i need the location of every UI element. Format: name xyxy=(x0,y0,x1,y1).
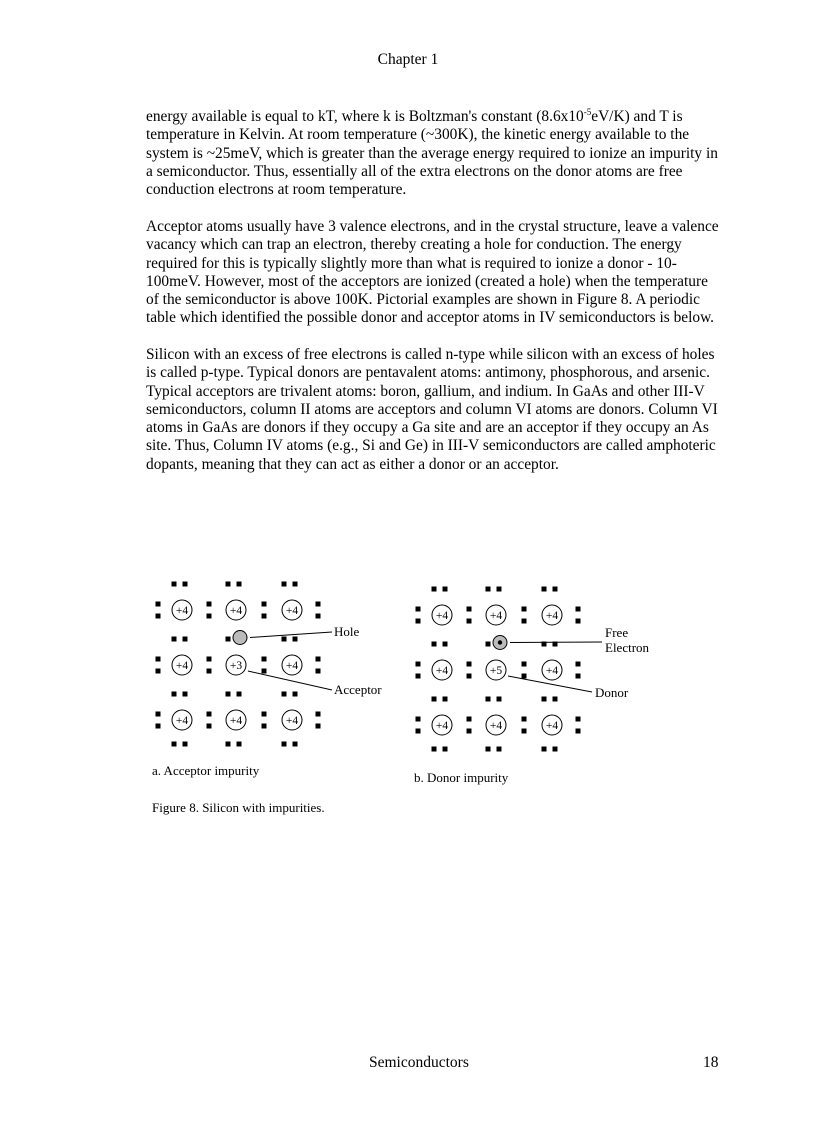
valence-electron xyxy=(542,747,547,752)
valence-electron xyxy=(443,587,448,592)
atom-charge-label: +4 xyxy=(435,720,449,732)
valence-electron xyxy=(226,692,231,697)
valence-electron xyxy=(522,717,527,722)
valence-electron xyxy=(467,662,472,667)
valence-electron xyxy=(553,697,558,702)
valence-electron xyxy=(467,607,472,612)
valence-electron xyxy=(553,747,558,752)
valence-electron xyxy=(183,742,188,747)
valence-electron xyxy=(262,669,267,674)
acceptor-lattice xyxy=(140,580,400,755)
valence-electron xyxy=(432,747,437,752)
valence-electron xyxy=(497,697,502,702)
valence-electron xyxy=(576,729,581,734)
valence-electron xyxy=(156,602,161,607)
valence-electron xyxy=(207,657,212,662)
callout-line xyxy=(248,671,332,690)
atom-charge-label: +5 xyxy=(489,665,503,677)
valence-electron xyxy=(172,742,177,747)
valence-electron xyxy=(486,747,491,752)
hole-symbol xyxy=(233,631,247,645)
valence-electron xyxy=(542,587,547,592)
valence-electron xyxy=(237,742,242,747)
atom-charge-label: +4 xyxy=(285,660,299,672)
valence-electron xyxy=(542,697,547,702)
valence-electron xyxy=(156,669,161,674)
valence-electron xyxy=(553,587,558,592)
valence-electron xyxy=(316,602,321,607)
valence-electron xyxy=(262,602,267,607)
valence-electron xyxy=(443,697,448,702)
valence-electron xyxy=(467,674,472,679)
valence-electron xyxy=(156,614,161,619)
valence-electron xyxy=(443,642,448,647)
valence-electron xyxy=(316,657,321,662)
free-label-line2: Electron xyxy=(605,640,650,655)
valence-electron xyxy=(522,607,527,612)
figure-caption: Figure 8. Silicon with impurities. xyxy=(152,800,325,815)
atom-charge-label: +4 xyxy=(175,605,189,617)
atom-charge-label: +4 xyxy=(229,605,243,617)
valence-electron xyxy=(443,747,448,752)
paragraph-2: Acceptor atoms usually have 3 valence electrons, and in the crystal structure, leave a valence vacancy which can trap an electron, thereby creating a hole for conduction. The energy required for this is typically slightly more than what is required to ionize a donor - 10-100meV. However, most of the acceptors are ionized (created a hole) when the temperature of the semiconductor is above 100K. Pictorial examples are shown in Figure 8. A periodic table which identified the possible donor and acceptor atoms in IV semiconductors is below. xyxy=(146,217,719,327)
callout-line xyxy=(250,632,332,638)
valence-electron xyxy=(316,712,321,717)
valence-electron xyxy=(576,717,581,722)
atom-charge-label: +4 xyxy=(489,720,503,732)
valence-electron xyxy=(282,582,287,587)
valence-electron xyxy=(262,712,267,717)
valence-electron xyxy=(262,614,267,619)
valence-electron xyxy=(467,717,472,722)
valence-electron xyxy=(183,692,188,697)
valence-electron xyxy=(262,657,267,662)
footer-title: Semiconductors xyxy=(369,1054,469,1071)
valence-electron xyxy=(316,724,321,729)
valence-electron xyxy=(156,724,161,729)
valence-electron xyxy=(262,724,267,729)
valence-electron xyxy=(172,637,177,642)
atom-charge-label: +4 xyxy=(175,660,189,672)
body-text xyxy=(146,103,724,492)
atom-charge-label: +4 xyxy=(435,665,449,677)
valence-electron xyxy=(183,582,188,587)
valence-electron xyxy=(207,712,212,717)
page-header: Chapter 1 xyxy=(377,51,439,68)
valence-electron xyxy=(522,729,527,734)
paragraph-3: Silicon with an excess of free electrons is called n-type while silicon with an excess of holes is called p-type. Typical donors are pentavalent atoms: antimony, phosphorous, and arsenic. Typical acceptors are trivalent atoms: boron, gallium, and indium. In GaAs and other III-V semiconductors, column II atoms are acceptors and column VI atoms are donors. Column VI atoms in GaAs are donors if they occupy a Ga site and are an acceptor if they occupy an As site. Thus, Column IV atoms (e.g., Si and Ge) in III-V semiconductors are called amphoteric dopants, meaning that they can act as either a donor or an acceptor. xyxy=(146,345,718,473)
valence-electron xyxy=(226,582,231,587)
atom-charge-label: +4 xyxy=(229,715,243,727)
valence-electron xyxy=(576,607,581,612)
atom-charge-label: +4 xyxy=(545,665,559,677)
paragraph-1-start: energy available is equal to kT, where k is Boltzman's constant (8.6x10 xyxy=(146,108,584,126)
valence-electron xyxy=(237,692,242,697)
valence-electron xyxy=(416,729,421,734)
donor-label: Donor xyxy=(595,685,629,700)
valence-electron xyxy=(576,619,581,624)
valence-electron xyxy=(282,637,287,642)
valence-electron xyxy=(282,692,287,697)
valence-electron xyxy=(432,642,437,647)
valence-electron xyxy=(183,637,188,642)
valence-electron xyxy=(226,637,231,642)
valence-electron xyxy=(316,669,321,674)
valence-electron xyxy=(467,619,472,624)
valence-electron xyxy=(156,657,161,662)
acceptor-lattice-diagram xyxy=(140,580,400,755)
paragraph-1 xyxy=(146,103,724,200)
valence-electron xyxy=(237,582,242,587)
panel-b-caption: b. Donor impurity xyxy=(414,770,509,785)
free-label-line1: Free xyxy=(605,625,629,640)
valence-electron xyxy=(416,607,421,612)
valence-electron xyxy=(416,674,421,679)
atom-charge-label: +4 xyxy=(545,610,559,622)
valence-electron xyxy=(522,662,527,667)
valence-electron xyxy=(467,729,472,734)
valence-electron xyxy=(172,692,177,697)
valence-electron xyxy=(486,697,491,702)
paragraph-1-end: eV/K) and T is temperature in Kelvin. At room temperature (~300K), the kinetic energy available to the system is ~25meV, which is greater than the average energy required to ionize an impurity in a semiconductor. Thus, essentially all of the extra electrons on the donor atoms are free conduction electrons at room temperature. xyxy=(146,108,718,199)
valence-electron xyxy=(416,717,421,722)
valence-electron xyxy=(416,662,421,667)
valence-electron xyxy=(576,674,581,679)
valence-electron xyxy=(522,674,527,679)
valence-electron xyxy=(293,637,298,642)
valence-electron xyxy=(497,587,502,592)
page-number: 18 xyxy=(703,1054,719,1071)
valence-electron xyxy=(293,582,298,587)
valence-electron xyxy=(156,712,161,717)
valence-electron xyxy=(522,619,527,624)
valence-electron xyxy=(293,742,298,747)
panel-a-caption: a. Acceptor impurity xyxy=(152,763,260,778)
valence-electron xyxy=(207,602,212,607)
donor-lattice xyxy=(400,585,680,760)
valence-electron xyxy=(486,587,491,592)
acceptor-label: Acceptor xyxy=(334,682,382,697)
valence-electron xyxy=(207,669,212,674)
valence-electron xyxy=(316,614,321,619)
valence-electron xyxy=(432,587,437,592)
atom-charge-label: +3 xyxy=(229,660,243,672)
valence-electron xyxy=(576,662,581,667)
atom-charge-label: +4 xyxy=(489,610,503,622)
donor-lattice-diagram xyxy=(400,585,680,760)
valence-electron xyxy=(497,747,502,752)
valence-electron xyxy=(432,697,437,702)
atom-charge-label: +4 xyxy=(175,715,189,727)
atom-charge-label: +4 xyxy=(285,605,299,617)
atom-charge-label: +4 xyxy=(285,715,299,727)
atom-charge-label: +4 xyxy=(545,720,559,732)
callout-line xyxy=(510,642,602,643)
atom-charge-label: +4 xyxy=(435,610,449,622)
valence-electron xyxy=(172,582,177,587)
hole-label: Hole xyxy=(334,624,360,639)
valence-electron xyxy=(282,742,287,747)
valence-electron xyxy=(207,614,212,619)
valence-electron xyxy=(207,724,212,729)
valence-electron xyxy=(486,642,491,647)
free-electron-dot xyxy=(498,640,502,644)
valence-electron xyxy=(416,619,421,624)
exponent: -5 xyxy=(583,107,592,117)
valence-electron xyxy=(293,692,298,697)
valence-electron xyxy=(226,742,231,747)
